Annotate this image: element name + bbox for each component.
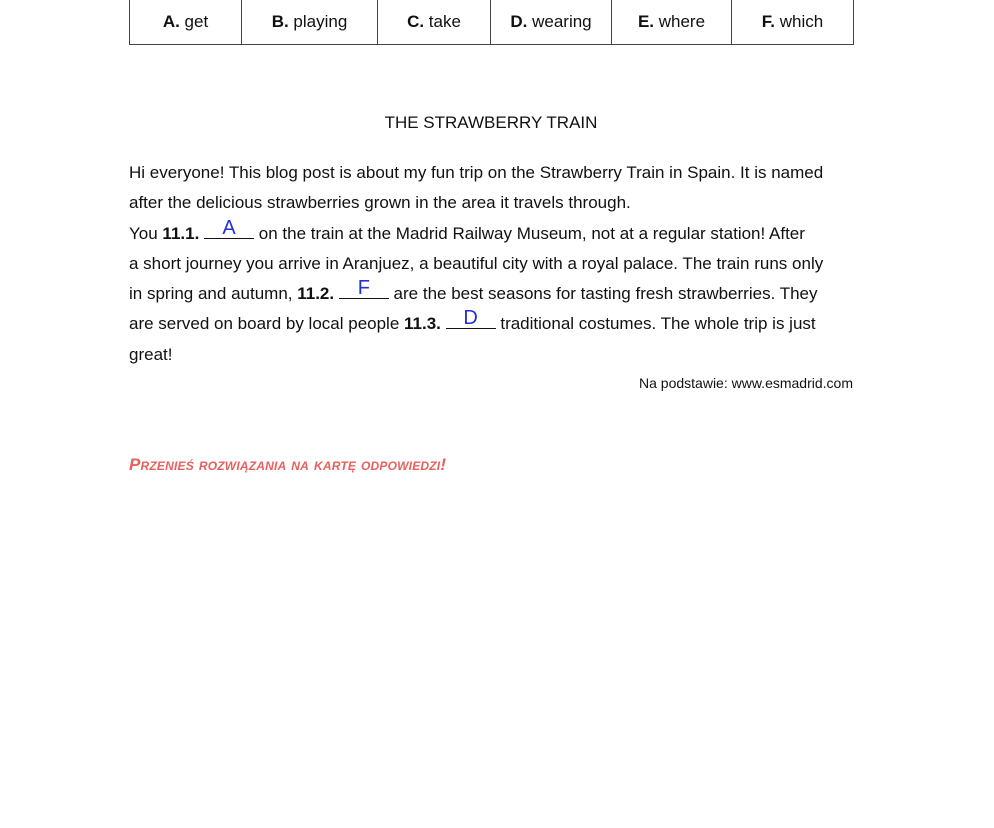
- text-line-4: a short journey you arrive in Aranjuez, a beautiful city with a royal palace. The train runs only: [129, 254, 824, 273]
- option-f: F. which: [732, 0, 854, 45]
- option-d: D. wearing: [491, 0, 612, 45]
- answer-11-1: A: [222, 217, 236, 239]
- gap-number-11-1: 11.1.: [162, 224, 200, 243]
- text-line-2: after the delicious strawberries grown in the area it travels through.: [129, 193, 631, 212]
- options-row: [130, 0, 854, 45]
- text-line-1: Hi everyone! This blog post is about my fun trip on the Strawberry Train in Spain. It is named: [129, 163, 824, 182]
- source-note: Na podstawie: www.esmadrid.com: [639, 375, 853, 391]
- answer-gap-11-3[interactable]: [446, 307, 496, 329]
- text-line-7: great!: [129, 345, 173, 364]
- text-line-6: are served on board by local people 11.3. D traditional costumes. The whole trip is just: [129, 307, 816, 333]
- option-e: E. where: [612, 0, 732, 45]
- text-line-3: You 11.1. A on the train at the Madrid Railway Museum, not at a regular station! After: [129, 217, 805, 243]
- text-title: THE STRAWBERRY TRAIN: [384, 113, 598, 132]
- answer-gap-11-2[interactable]: [339, 277, 389, 299]
- options-table: [129, 0, 854, 45]
- option-a: A. get: [130, 0, 242, 45]
- option-b: B. playing: [242, 0, 378, 45]
- answer-gap-11-1[interactable]: [204, 217, 254, 239]
- gap-number-11-3: 11.3.: [404, 314, 441, 333]
- transfer-answers-note: Przenieś rozwiązania na kartę odpowiedzi!: [129, 455, 447, 474]
- answer-11-3: D: [463, 307, 478, 329]
- option-c: C. take: [378, 0, 491, 45]
- answer-11-2: F: [357, 277, 370, 299]
- gap-number-11-2: 11.2.: [297, 284, 335, 303]
- text-line-5: in spring and autumn, 11.2. F are the best seasons for tasting fresh strawberries. They: [129, 277, 818, 303]
